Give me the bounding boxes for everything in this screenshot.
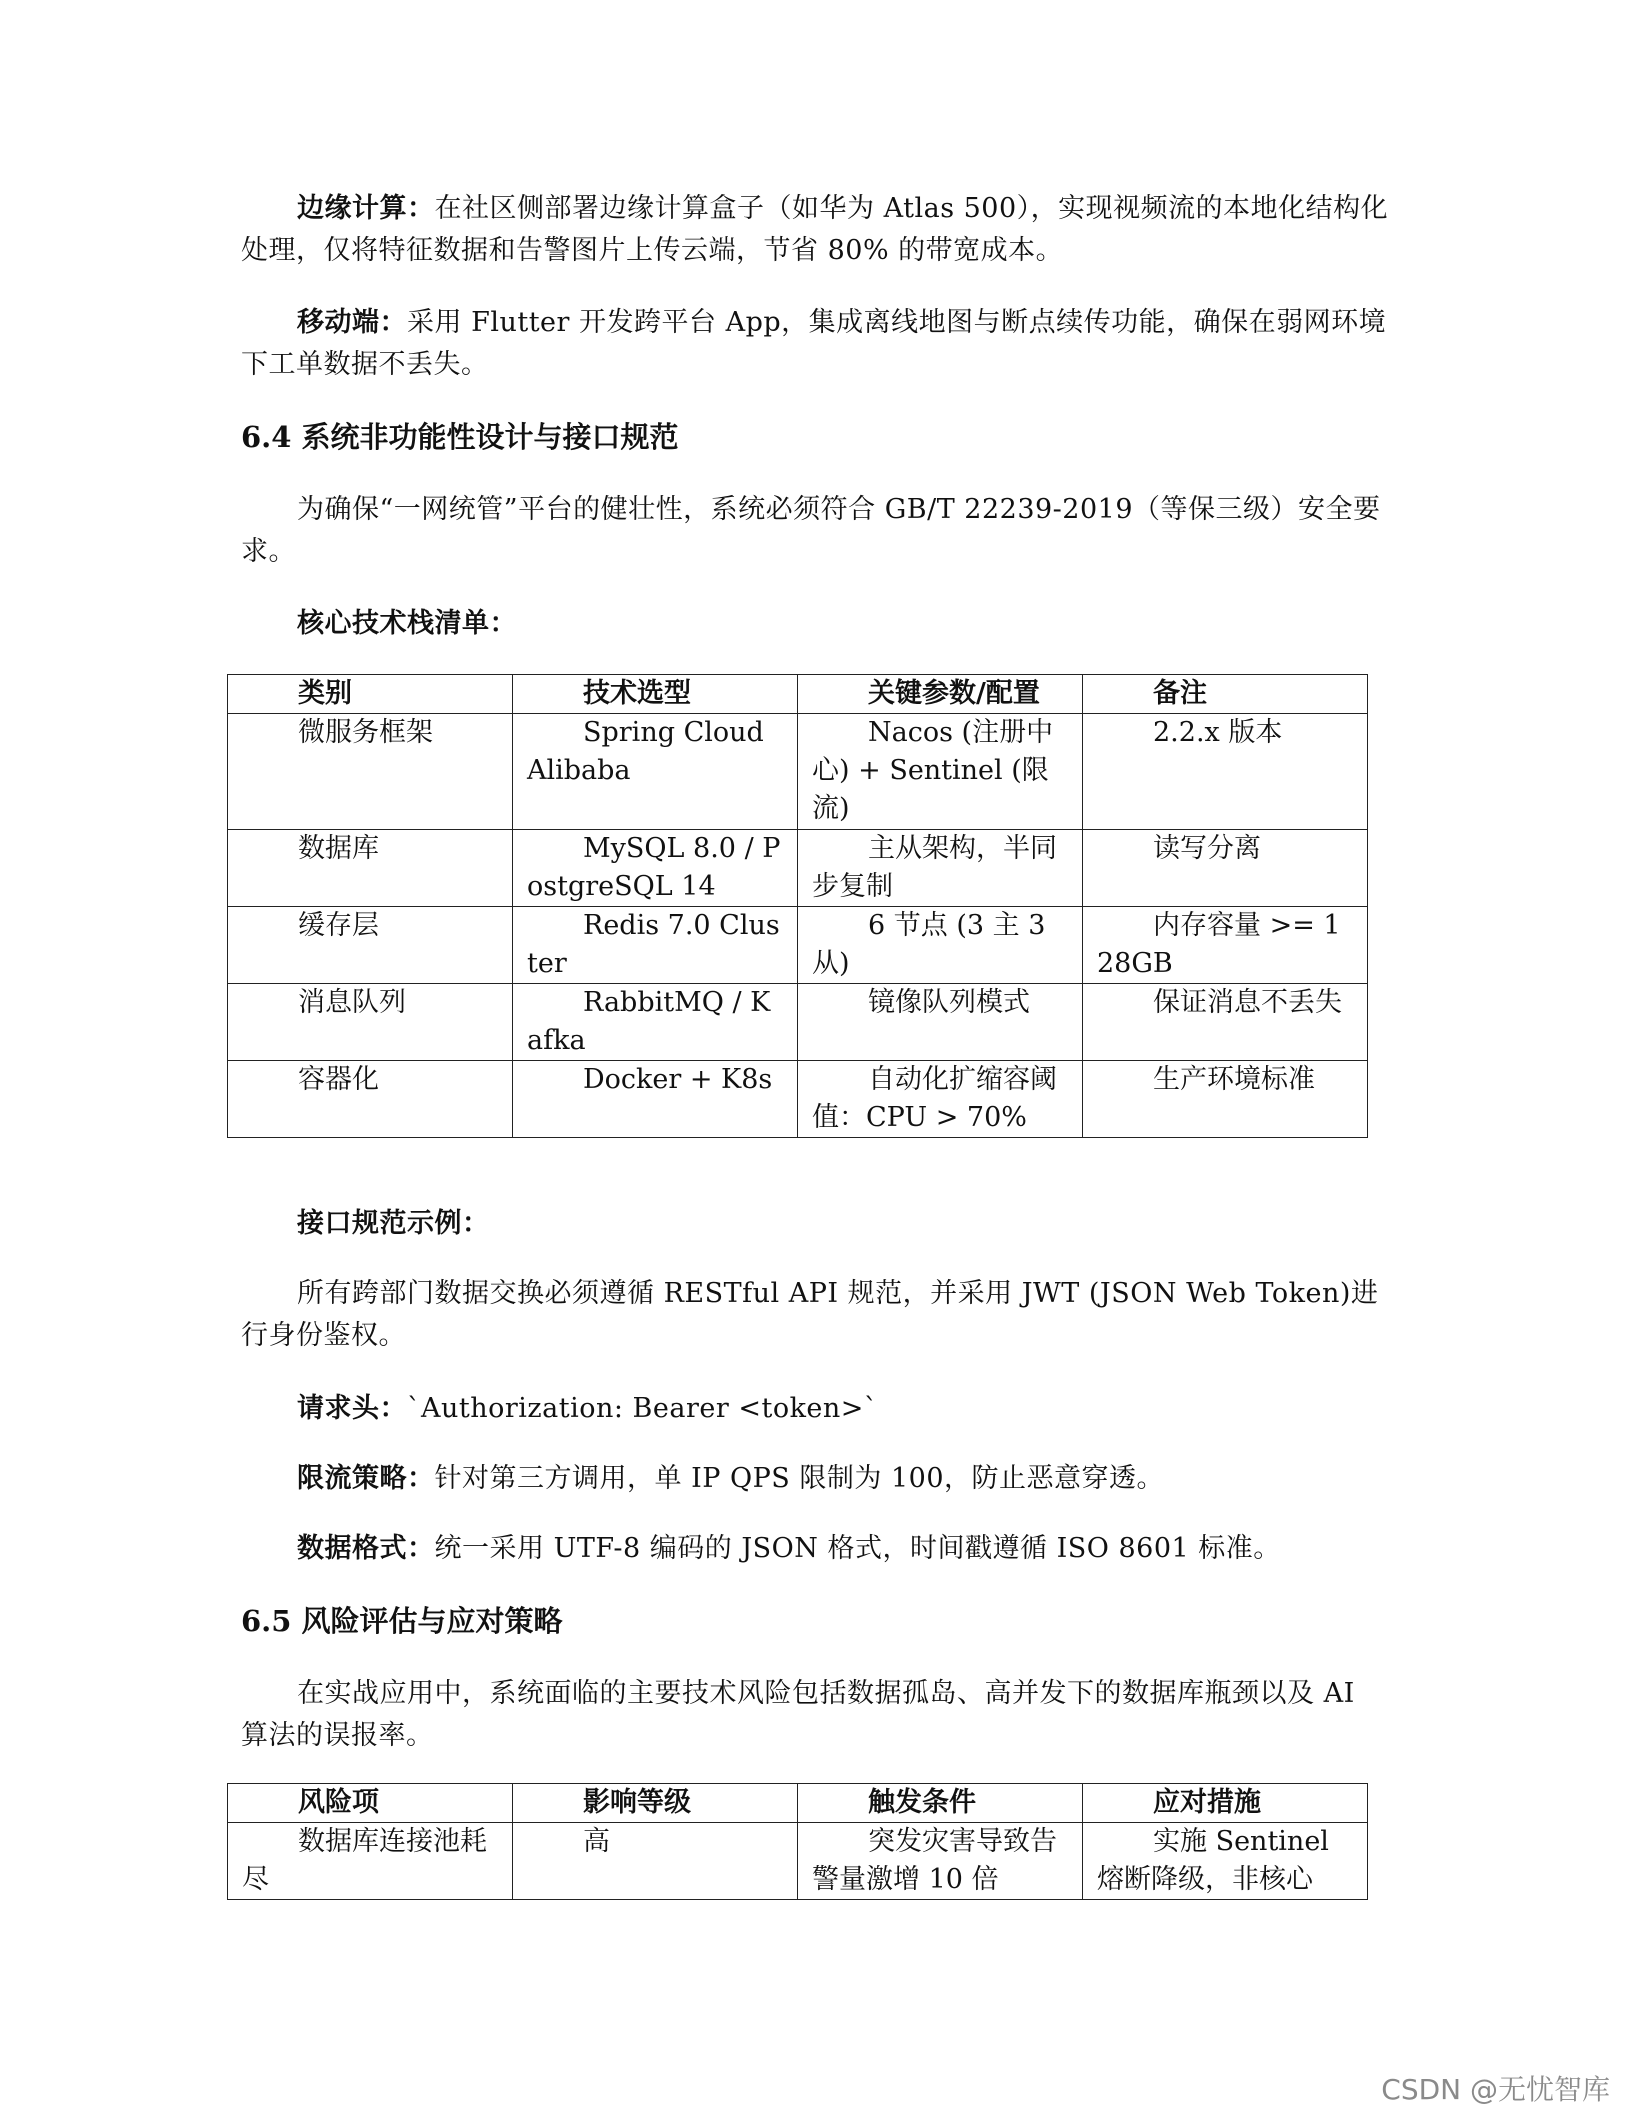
data-format-text: 统一采用 UTF-8 编码的 JSON 格式，时间戳遵循 ISO 8601 标准。 xyxy=(434,1533,1281,1564)
table-cell: 容器化 xyxy=(228,1061,513,1138)
mobile-paragraph xyxy=(241,302,1391,386)
table-cell: 突发灾害导致告警量激增 10 倍 xyxy=(798,1823,1083,1900)
api-intro: 所有跨部门数据交换必须遵循 RESTful API 规范，并采用 JWT (JSON Web Token)进行身份鉴权。 xyxy=(241,1278,1379,1351)
section-6-5-intro: 在实战应用中，系统面临的主要技术风险包括数据孤岛、高并发下的数据库瓶颈以及 AI 算法的误报率。 xyxy=(241,1678,1355,1751)
table-cell: 读写分离 xyxy=(1083,830,1368,907)
table-cell: 内存容量 >= 128GB xyxy=(1083,907,1368,984)
section-6-4-title: 6.4 系统非功能性设计与接口规范 xyxy=(241,420,679,454)
section-6-5-title: 6.5 风险评估与应对策略 xyxy=(241,1604,563,1638)
risk-header-item: 风险项 xyxy=(228,1784,513,1823)
request-header-text: `Authorization: Bearer <token>` xyxy=(407,1393,878,1424)
table-cell: 6 节点 (3 主 3 从) xyxy=(798,907,1083,984)
table-row xyxy=(228,830,1368,907)
edge-computing-paragraph xyxy=(241,188,1391,272)
table-cell: 缓存层 xyxy=(228,907,513,984)
table-cell: 高 xyxy=(513,1823,798,1900)
table-cell: Spring Cloud Alibaba xyxy=(513,714,798,830)
table-cell: Redis 7.0 Cluster xyxy=(513,907,798,984)
table-row xyxy=(228,907,1368,984)
request-header-label: 请求头： xyxy=(297,1393,407,1424)
table-cell: 镜像队列模式 xyxy=(798,984,1083,1061)
tech-header-params: 关键参数/配置 xyxy=(798,675,1083,714)
table-cell: MySQL 8.0 / PostgreSQL 14 xyxy=(513,830,798,907)
table-cell: 数据库连接池耗尽 xyxy=(228,1823,513,1900)
table-cell: 生产环境标准 xyxy=(1083,1061,1368,1138)
table-row xyxy=(228,1061,1368,1138)
table-cell: 微服务框架 xyxy=(228,714,513,830)
tech-header-category: 类别 xyxy=(228,675,513,714)
table-cell: 保证消息不丢失 xyxy=(1083,984,1368,1061)
table-cell: 2.2.x 版本 xyxy=(1083,714,1368,830)
section-6-4-intro: 为确保“一网统管”平台的健壮性，系统必须符合 GB/T 22239-2019（等保三级）安全要求。 xyxy=(241,494,1381,567)
tech-header-notes: 备注 xyxy=(1083,675,1368,714)
table-cell: Docker + K8s xyxy=(513,1061,798,1138)
edge-computing-label: 边缘计算： xyxy=(297,193,435,224)
rate-limit-text: 针对第三方调用，单 IP QPS 限制为 100，防止恶意穿透。 xyxy=(434,1463,1164,1494)
table-cell: 数据库 xyxy=(228,830,513,907)
risk-table xyxy=(227,1783,1368,1900)
risk-header-trigger: 触发条件 xyxy=(798,1784,1083,1823)
table-row xyxy=(228,984,1368,1061)
csdn-watermark: CSDN @无忧智库 xyxy=(1381,2073,1610,2106)
mobile-text: 采用 Flutter 开发跨平台 App，集成离线地图与断点续传功能，确保在弱网环境下工单数据不丢失。 xyxy=(241,307,1387,380)
table-cell: RabbitMQ / Kafka xyxy=(513,984,798,1061)
request-header-line xyxy=(297,1388,878,1430)
table-row xyxy=(228,714,1368,830)
rate-limit-label: 限流策略： xyxy=(297,1463,435,1494)
api-spec-label: 接口规范示例： xyxy=(297,1208,490,1239)
table-cell: 主从架构，半同步复制 xyxy=(798,830,1083,907)
rate-limit-line xyxy=(297,1458,1164,1500)
data-format-line xyxy=(297,1528,1281,1570)
tech-header-selection: 技术选型 xyxy=(513,675,798,714)
tech-stack-table xyxy=(227,674,1368,1138)
risk-header-measures: 应对措施 xyxy=(1083,1784,1368,1823)
table-cell: 自动化扩缩容阈值：CPU > 70% xyxy=(798,1061,1083,1138)
risk-header-level: 影响等级 xyxy=(513,1784,798,1823)
mobile-label: 移动端： xyxy=(297,307,407,338)
table-row xyxy=(228,1823,1368,1900)
tech-table-header-row xyxy=(228,675,1368,714)
risk-table-header-row xyxy=(228,1784,1368,1823)
edge-computing-text: 在社区侧部署边缘计算盒子（如华为 Atlas 500），实现视频流的本地化结构化处理，仅将特征数据和告警图片上传云端，节省 80% 的带宽成本。 xyxy=(241,193,1389,266)
data-format-label: 数据格式： xyxy=(297,1533,435,1564)
table-cell: Nacos (注册中心) + Sentinel (限流) xyxy=(798,714,1083,830)
table-cell: 实施 Sentinel 熔断降级，非核心 xyxy=(1083,1823,1368,1900)
table-cell: 消息队列 xyxy=(228,984,513,1061)
tech-stack-label: 核心技术栈清单： xyxy=(297,608,517,639)
